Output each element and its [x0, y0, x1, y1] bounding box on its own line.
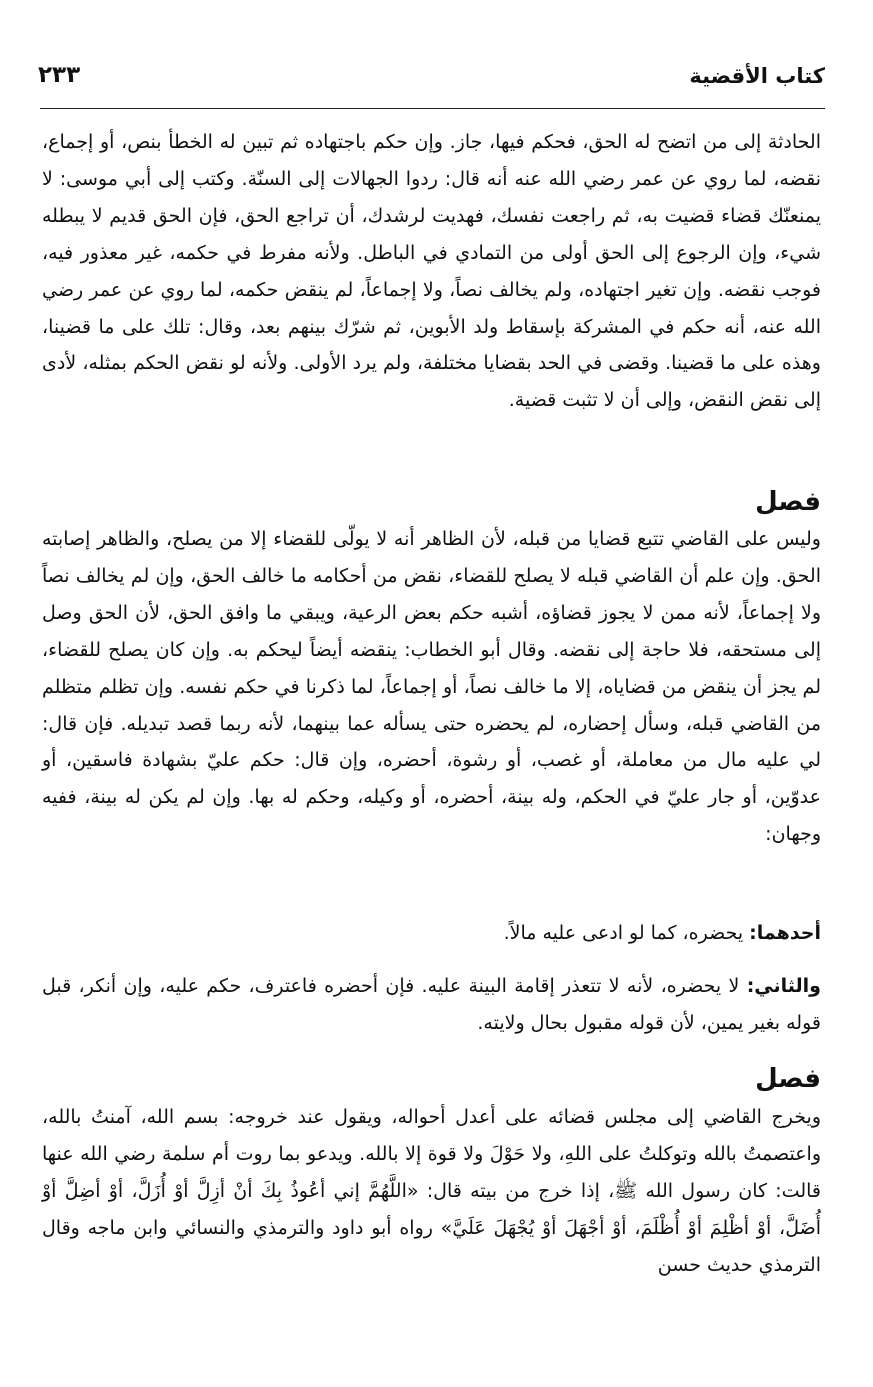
paragraph-text: الحادثة إلى من اتضح له الحق، فحكم فيها، جاز. وإن حكم باجتهاده ثم تبين له الخطأ بنص، أو إجماع، نقضه، لما روي عن عمر رضي الله عنه أنه قال: ردوا الجهالات إلى السنّة. وكتب إلى أبي موسى: لا يمنعنّك قضاء قضيت به، ثم راجعت نفسك، فهديت لرشدك، أن تراجع الحق، فإن الحق قديم لا يبطله شيء، وإن الرجوع إلى الحق أولى من التمادي في الباطل. ولأنه مفرط في حكمه، غير معذور فيه، فوجب نقضه. وإن تغير اجتهاده، ولم يخالف نصاً، ولا إجماعاً، لم ينقض حكمه، لما روي عن عمر رضي الله عنه، أنه حكم في المشركة بإسقاط ولد الأبوين، ثم شرّك بينهم بعد، وقال: تلك على ما قضينا، وهذه على ما قضينا. وقضى في الحد بقضايا مختلفة، ولم يرد الأولى. ولأنه لو نقض الحكم بمثله، لأدى إلى نقض النقض، وإلى أن لا تثبت قضية. [42, 131, 821, 412]
opinion-second-text: لا يحضره، لأنه لا تتعذر إقامة البينة عليه. فإن أحضره فاعترف، حكم عليه، وإن أنكر، قبل قوله بغير يمين، لأن قوله مقبول بحال ولايته. [42, 975, 821, 1034]
paragraph-text: وليس على القاضي تتبع قضايا من قبله، لأن الظاهر أنه لا يولّى للقضاء إلا من يصلح، والظاهر إصابته الحق. وإن علم أن القاضي قبله لا يصلح للقضاء، نقض من أحكامه ما خالف الحق، وإن لم يخالف نصاً ولا إجماعاً، لأنه ممن لا يجوز قضاؤه، أشبه حكم بعض الرعية، ويبقي ما وافق الحق، لأن الحق وصل إلى مستحقه، فلا حاجة إلى نقضه. وقال أبو الخطاب: ينقضه أيضاً ليحكم به. وإن كان يصلح للقضاء، لم يجز أن ينقض من قضاياه، إلا ما خالف نصاً، أو إجماعاً، لما ذكرنا في حكم نفسه. وإن تظلم متظلم من القاضي قبله، وسأل إحضاره، لم يحضره حتى يسأله عما بينهما، لأنه ربما قصد تبديله. فإن قال: لي عليه مال من معاملة، أو غصب، أو رشوة، أحضره، وإن قال: حكم عليّ بشهادة فاسقين، أو عدوّين، أو جار عليّ في الحكم، وله بينة، أحضره، أو وكيله، وحكم له بها. وإن لم يكن له بينة، ففيه وجهان: [42, 528, 821, 846]
section-heading-fasl-2: فصل [755, 1064, 821, 1094]
opinion-first-line [42, 915, 821, 952]
opinion-first-label: أحدهما: [749, 922, 821, 944]
page-number: ٢٣٣ [38, 62, 81, 88]
paragraph-fasl-2 [42, 1099, 821, 1284]
header-rule [40, 108, 825, 109]
opinion-first-text: يحضره، كما لو ادعى عليه مالاً. [503, 922, 750, 944]
running-title: كتاب الأقضية [689, 64, 825, 88]
paragraph-fasl-1 [42, 521, 821, 853]
page-header [38, 58, 825, 106]
paragraph-text: ويخرج القاضي إلى مجلس قضائه على أعدل أحواله، ويقول عند خروجه: بسم الله، آمنتُ بالله، واعتصمتُ بالله وتوكلتُ على اللهِ، ولا حَوْلَ ولا قوة إلا بالله. ويدعو بما روت أم سلمة رضي الله عنها قالت: كان رسول الله ﷺ، إذا خرج من بيته قال: «اللَّهُمَّ إني أعُوذُ بِكَ أنْ أزِلَّ أوْ أُزَلَّ، أوْ أضِلَّ أوْ أُضَلَّ، أوْ أظْلِمَ أوْ أُظْلَمَ، أوْ أجْهَلَ أوْ يُجْهَلَ عَلَيَّ» رواه أبو داود والترمذي والنسائي وابن ماجه وقال الترمذي حديث حسن [42, 1106, 821, 1276]
paragraph-continuation [42, 124, 821, 419]
opinion-second-label: والثاني: [746, 975, 821, 997]
opinion-second-line [42, 968, 821, 1042]
opinion-first [42, 915, 821, 952]
section-heading-fasl-1: فصل [755, 487, 821, 517]
opinion-second [42, 968, 821, 1042]
